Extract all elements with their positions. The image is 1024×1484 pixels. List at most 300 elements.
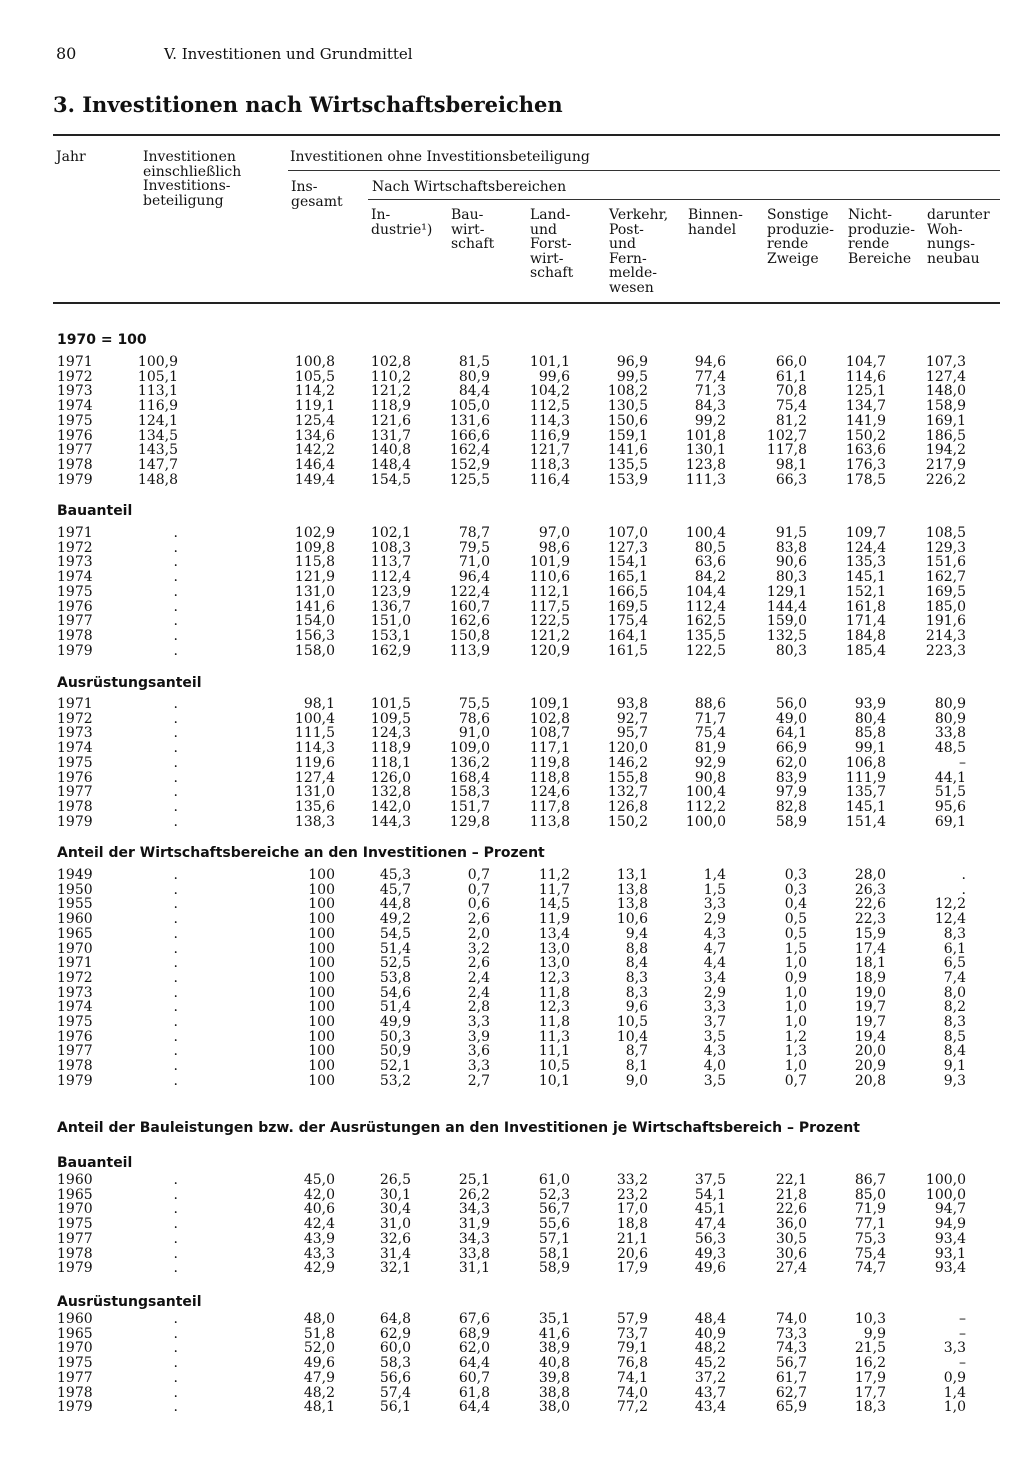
col-nicht: 77,1 — [854, 1216, 886, 1233]
col-binnen: 63,6 — [694, 554, 726, 571]
col-incl: . — [173, 1216, 178, 1233]
col-industrie: 112,4 — [370, 569, 411, 586]
col-sonstige: 0,3 — [784, 867, 807, 883]
col-sonstige: 56,0 — [775, 696, 807, 712]
col-insgesamt: 100 — [308, 896, 335, 913]
col-wohn: 9,3 — [943, 1072, 966, 1089]
col-wohn: – — [959, 1325, 966, 1342]
col-verkehr: 150,6 — [607, 412, 648, 429]
col-wohn: 0,9 — [943, 1369, 966, 1386]
col-wohn: 12,4 — [934, 911, 966, 928]
col-bau: 2,0 — [467, 925, 490, 942]
col-wohn: 107,3 — [925, 354, 966, 370]
col-insgesamt: 42,9 — [303, 1260, 335, 1277]
col-land: 12,3 — [538, 969, 570, 986]
col-incl: . — [173, 1014, 178, 1030]
col-wohn: 226,2 — [925, 471, 966, 488]
col-sonstige: 91,5 — [775, 525, 807, 541]
col-insgesamt: 114,3 — [294, 740, 335, 757]
col-nicht: 20,8 — [854, 1072, 886, 1089]
col-insgesamt: 100 — [308, 867, 335, 883]
col-nicht: 22,6 — [854, 896, 886, 913]
col-binnen: 100,4 — [685, 525, 726, 541]
col-nicht: 163,6 — [845, 442, 886, 459]
col-insgesamt: 100 — [308, 1014, 335, 1030]
col-insgesamt: 142,2 — [294, 442, 335, 459]
col-bau: 31,1 — [458, 1260, 490, 1277]
col-industrie: 50,9 — [379, 1043, 411, 1060]
col-wohn: 108,5 — [925, 525, 966, 541]
year-cell: 1965 — [57, 925, 93, 942]
col-insgesamt: 42,4 — [303, 1216, 335, 1233]
col-bau: 34,3 — [458, 1201, 490, 1218]
col-incl: . — [173, 569, 178, 586]
col-bau: 33,8 — [458, 1245, 490, 1262]
col-incl: . — [173, 583, 178, 600]
col-industrie: 142,0 — [370, 798, 411, 815]
header-rule-1 — [288, 170, 1000, 171]
col-binnen: 3,5 — [703, 1028, 726, 1045]
col-nicht: 17,4 — [854, 940, 886, 957]
col-nicht: 75,3 — [854, 1230, 886, 1247]
col-insgesamt: 102,9 — [294, 525, 335, 541]
col-incl: . — [173, 1230, 178, 1247]
col-incl: . — [173, 1245, 178, 1262]
year-cell: 1977 — [57, 442, 93, 459]
col-verkehr: 96,9 — [616, 354, 648, 370]
section-heading: Ausrüstungsanteil — [57, 675, 202, 691]
col-bau: 34,3 — [458, 1230, 490, 1247]
year-cell: 1975 — [57, 1355, 93, 1372]
col-insgesamt: 115,8 — [294, 554, 335, 571]
col-industrie: 121,6 — [370, 412, 411, 429]
table-row — [0, 868, 1024, 883]
col-industrie: 110,2 — [370, 368, 411, 385]
year-cell: 1978 — [57, 1384, 93, 1401]
col-bau: 2,4 — [467, 969, 490, 986]
col-wohn: 214,3 — [925, 627, 966, 644]
col-nicht: 10,3 — [854, 1311, 886, 1327]
table-row — [0, 756, 1024, 771]
col-land: 35,1 — [538, 1311, 570, 1327]
col-land: 58,1 — [538, 1245, 570, 1262]
col-binnen: 135,5 — [685, 627, 726, 644]
col-wohn: 217,9 — [925, 456, 966, 473]
col-sonstige: 1,0 — [784, 984, 807, 1001]
col-verkehr: 130,5 — [607, 398, 648, 415]
col-binnen: 1,4 — [703, 867, 726, 883]
col-sonstige: 0,5 — [784, 911, 807, 928]
col-incl: . — [173, 940, 178, 957]
col-verkehr: 17,0 — [616, 1201, 648, 1218]
col-land: 117,1 — [529, 740, 570, 757]
col-wohn: 169,5 — [925, 583, 966, 600]
col-bau: 67,6 — [458, 1311, 490, 1327]
col-verkehr: 169,5 — [607, 598, 648, 615]
col-nicht: 151,4 — [845, 813, 886, 830]
col-binnen: 4,3 — [703, 1043, 726, 1060]
col-binnen: 112,2 — [685, 798, 726, 815]
col-wohn: 33,8 — [934, 725, 966, 742]
col-nicht: 135,3 — [845, 554, 886, 571]
col-land: 13,0 — [538, 955, 570, 972]
year-cell: 1974 — [57, 999, 93, 1016]
col-header-bau: Bau- wirt- schaft — [451, 207, 495, 253]
col-bau: 105,0 — [449, 398, 490, 415]
col-sonstige: 61,7 — [775, 1369, 807, 1386]
col-sonstige: 102,7 — [766, 427, 807, 444]
col-insgesamt: 131,0 — [294, 784, 335, 801]
col-nicht: 18,3 — [854, 1399, 886, 1416]
col-industrie: 121,2 — [370, 383, 411, 400]
col-incl: . — [173, 710, 178, 727]
col-insgesamt: 100 — [308, 940, 335, 957]
col-wohn: 186,5 — [925, 427, 966, 444]
col-land: 112,5 — [529, 398, 570, 415]
col-sonstige: 64,1 — [775, 725, 807, 742]
col-sonstige: 22,6 — [775, 1201, 807, 1218]
col-binnen: 122,5 — [685, 642, 726, 659]
col-binnen: 37,5 — [694, 1172, 726, 1188]
col-bau: 162,4 — [449, 442, 490, 459]
col-incl: . — [173, 911, 178, 928]
col-incl: . — [173, 881, 178, 898]
col-wohn: 129,3 — [925, 539, 966, 556]
col-header-nach: Nach Wirtschaftsbereichen — [372, 179, 567, 195]
col-industrie: 144,3 — [370, 813, 411, 830]
section-heading: Anteil der Wirtschaftsbereiche an den Investitionen – Prozent — [57, 845, 545, 861]
col-verkehr: 150,2 — [607, 813, 648, 830]
year-cell: 1973 — [57, 554, 93, 571]
col-land: 58,9 — [538, 1260, 570, 1277]
running-header — [56, 44, 413, 63]
col-binnen: 3,4 — [703, 969, 726, 986]
col-header-insgesamt: Ins- gesamt — [291, 179, 343, 210]
table-row — [0, 1173, 1024, 1188]
col-insgesamt: 119,1 — [294, 398, 335, 415]
col-header-verkehr: Verkehr, Post- und Fern- melde- wesen — [609, 207, 669, 296]
table-row — [0, 570, 1024, 585]
col-insgesamt: 146,4 — [294, 456, 335, 473]
col-sonstige: 36,0 — [775, 1216, 807, 1233]
col-verkehr: 120,0 — [607, 740, 648, 757]
col-nicht: 125,1 — [845, 383, 886, 400]
col-wohn: 223,3 — [925, 642, 966, 659]
col-binnen: 43,4 — [694, 1399, 726, 1416]
col-nicht: 135,7 — [845, 784, 886, 801]
year-cell: 1979 — [57, 813, 93, 830]
col-incl: . — [173, 798, 178, 815]
col-incl: 100,9 — [137, 354, 178, 370]
year-cell: 1972 — [57, 969, 93, 986]
col-industrie: 118,9 — [370, 398, 411, 415]
col-nicht: 80,4 — [854, 710, 886, 727]
col-verkehr: 92,7 — [616, 710, 648, 727]
col-land: 11,8 — [538, 1014, 570, 1030]
col-industrie: 64,8 — [379, 1311, 411, 1327]
col-verkehr: 74,0 — [616, 1384, 648, 1401]
col-sonstige: 1,0 — [784, 955, 807, 972]
col-land: 41,6 — [538, 1325, 570, 1342]
col-insgesamt: 43,3 — [303, 1245, 335, 1262]
col-wohn: 100,0 — [925, 1186, 966, 1203]
col-land: 57,1 — [538, 1230, 570, 1247]
col-binnen: 88,6 — [694, 696, 726, 712]
table-row — [0, 614, 1024, 629]
year-cell: 1960 — [57, 911, 93, 928]
col-incl: . — [173, 627, 178, 644]
col-binnen: 162,5 — [685, 613, 726, 630]
year-cell: 1974 — [57, 398, 93, 415]
col-sonstige: 1,0 — [784, 999, 807, 1016]
col-binnen: 101,8 — [685, 427, 726, 444]
col-land: 11,9 — [538, 911, 570, 928]
col-insgesamt: 125,4 — [294, 412, 335, 429]
col-binnen: 47,4 — [694, 1216, 726, 1233]
col-verkehr: 73,7 — [616, 1325, 648, 1342]
col-land: 11,1 — [538, 1043, 570, 1060]
col-sonstige: 66,9 — [775, 740, 807, 757]
col-verkehr: 74,1 — [616, 1369, 648, 1386]
col-binnen: 71,7 — [694, 710, 726, 727]
col-incl: . — [173, 1028, 178, 1045]
col-insgesamt: 51,8 — [303, 1325, 335, 1342]
col-verkehr: 154,1 — [607, 554, 648, 571]
col-land: 11,8 — [538, 984, 570, 1001]
col-nicht: 18,1 — [854, 955, 886, 972]
col-wohn: 93,4 — [934, 1230, 966, 1247]
col-wohn: 8,3 — [943, 925, 966, 942]
col-incl: . — [173, 955, 178, 972]
col-nicht: 104,7 — [845, 354, 886, 370]
col-insgesamt: 100 — [308, 999, 335, 1016]
table-row — [0, 785, 1024, 800]
col-industrie: 30,4 — [379, 1201, 411, 1218]
col-bau: 26,2 — [458, 1186, 490, 1203]
col-industrie: 53,2 — [379, 1072, 411, 1089]
col-incl: . — [173, 754, 178, 771]
col-sonstige: 159,0 — [766, 613, 807, 630]
col-binnen: 49,3 — [694, 1245, 726, 1262]
col-bau: 122,4 — [449, 583, 490, 600]
col-incl: . — [173, 1369, 178, 1386]
col-incl: . — [173, 1072, 178, 1089]
col-nicht: 109,7 — [845, 525, 886, 541]
table-row — [0, 1312, 1024, 1327]
year-cell: 1977 — [57, 1230, 93, 1247]
col-bau: 162,6 — [449, 613, 490, 630]
col-incl: . — [173, 1355, 178, 1372]
col-incl: . — [173, 867, 178, 883]
col-bau: 64,4 — [458, 1399, 490, 1416]
col-wohn: . — [961, 881, 966, 898]
col-sonstige: 75,4 — [775, 398, 807, 415]
table-row — [0, 1261, 1024, 1276]
col-wohn: 151,6 — [925, 554, 966, 571]
col-insgesamt: 134,6 — [294, 427, 335, 444]
col-land: 120,9 — [529, 642, 570, 659]
col-verkehr: 95,7 — [616, 725, 648, 742]
year-cell: 1977 — [57, 1043, 93, 1060]
year-cell: 1960 — [57, 1172, 93, 1188]
col-industrie: 136,7 — [370, 598, 411, 615]
col-land: 118,3 — [529, 456, 570, 473]
col-binnen: 77,4 — [694, 368, 726, 385]
col-land: 10,5 — [538, 1058, 570, 1075]
col-insgesamt: 135,6 — [294, 798, 335, 815]
col-wohn: 1,0 — [943, 1399, 966, 1416]
col-sonstige: 22,1 — [775, 1172, 807, 1188]
col-wohn: 9,1 — [943, 1058, 966, 1075]
col-land: 56,7 — [538, 1201, 570, 1218]
col-bau: 0,7 — [467, 881, 490, 898]
col-incl: . — [173, 696, 178, 712]
header-rule-2 — [368, 199, 1000, 200]
running-title: V. Investitionen und Grundmittel — [164, 45, 413, 63]
col-insgesamt: 52,0 — [303, 1340, 335, 1357]
col-sonstige: 0,4 — [784, 896, 807, 913]
col-nicht: 176,3 — [845, 456, 886, 473]
col-binnen: 90,8 — [694, 769, 726, 786]
col-verkehr: 10,4 — [616, 1028, 648, 1045]
col-bau: 60,7 — [458, 1369, 490, 1386]
col-bau: 158,3 — [449, 784, 490, 801]
col-incl: . — [173, 598, 178, 615]
col-header-binnen: Binnen- handel — [688, 207, 743, 238]
col-binnen: 84,2 — [694, 569, 726, 586]
col-industrie: 54,5 — [379, 925, 411, 942]
year-cell: 1971 — [57, 955, 93, 972]
col-industrie: 44,8 — [379, 896, 411, 913]
year-cell: 1971 — [57, 696, 93, 712]
col-sonstige: 1,5 — [784, 940, 807, 957]
col-binnen: 3,5 — [703, 1072, 726, 1089]
col-land: 13,4 — [538, 925, 570, 942]
year-cell: 1978 — [57, 1245, 93, 1262]
section-heading: Bauanteil — [57, 1155, 133, 1171]
col-sonstige: 1,0 — [784, 1058, 807, 1075]
col-wohn: 93,4 — [934, 1260, 966, 1277]
col-incl: . — [173, 1058, 178, 1075]
col-sonstige: 61,1 — [775, 368, 807, 385]
col-wohn: – — [959, 754, 966, 771]
year-cell: 1979 — [57, 1072, 93, 1089]
year-cell: 1965 — [57, 1186, 93, 1203]
col-binnen: 100,4 — [685, 784, 726, 801]
year-cell: 1975 — [57, 1014, 93, 1030]
col-industrie: 102,8 — [370, 354, 411, 370]
col-sonstige: 56,7 — [775, 1355, 807, 1372]
col-header-land: Land- und Forst- wirt- schaft — [530, 207, 574, 282]
col-sonstige: 74,0 — [775, 1311, 807, 1327]
col-land: 116,9 — [529, 427, 570, 444]
col-binnen: 37,2 — [694, 1369, 726, 1386]
col-sonstige: 30,6 — [775, 1245, 807, 1262]
col-verkehr: 141,6 — [607, 442, 648, 459]
col-industrie: 109,5 — [370, 710, 411, 727]
col-header-incl: Investitionen einschließlich Investitions- beteiligung — [143, 149, 242, 209]
table-row — [0, 1400, 1024, 1415]
col-land: 10,1 — [538, 1072, 570, 1089]
col-verkehr: 33,2 — [616, 1172, 648, 1188]
col-binnen: 130,1 — [685, 442, 726, 459]
col-bau: 150,8 — [449, 627, 490, 644]
col-insgesamt: 105,5 — [294, 368, 335, 385]
col-wohn: 8,3 — [943, 1014, 966, 1030]
col-nicht: 114,6 — [845, 368, 886, 385]
col-binnen: 99,2 — [694, 412, 726, 429]
col-bau: 62,0 — [458, 1340, 490, 1357]
year-cell: 1971 — [57, 354, 93, 370]
col-binnen: 45,1 — [694, 1201, 726, 1218]
col-verkehr: 126,8 — [607, 798, 648, 815]
col-bau: 79,5 — [458, 539, 490, 556]
col-wohn: 127,4 — [925, 368, 966, 385]
col-sonstige: 81,2 — [775, 412, 807, 429]
col-sonstige: 0,3 — [784, 881, 807, 898]
col-bau: 3,6 — [467, 1043, 490, 1060]
col-verkehr: 8,3 — [625, 969, 648, 986]
col-wohn: 95,6 — [934, 798, 966, 815]
year-cell: 1955 — [57, 896, 93, 913]
col-verkehr: 8,7 — [625, 1043, 648, 1060]
table-row — [0, 1074, 1024, 1089]
col-industrie: 49,2 — [379, 911, 411, 928]
year-cell: 1977 — [57, 784, 93, 801]
col-land: 116,4 — [529, 471, 570, 488]
col-industrie: 52,1 — [379, 1058, 411, 1075]
col-sonstige: 0,5 — [784, 925, 807, 942]
col-land: 117,5 — [529, 598, 570, 615]
col-nicht: 19,7 — [854, 1014, 886, 1030]
table-top-rule — [53, 134, 1000, 136]
year-cell: 1979 — [57, 1399, 93, 1416]
col-bau: 3,2 — [467, 940, 490, 957]
col-wohn: 51,5 — [934, 784, 966, 801]
table-row — [0, 800, 1024, 815]
col-wohn: 148,0 — [925, 383, 966, 400]
col-land: 14,5 — [538, 896, 570, 913]
col-bau: 2,4 — [467, 984, 490, 1001]
col-nicht: 106,8 — [845, 754, 886, 771]
col-land: 121,7 — [529, 442, 570, 459]
year-cell: 1974 — [57, 740, 93, 757]
col-binnen: 4,7 — [703, 940, 726, 957]
col-insgesamt: 121,9 — [294, 569, 335, 586]
col-bau: 151,7 — [449, 798, 490, 815]
col-sonstige: 74,3 — [775, 1340, 807, 1357]
year-cell: 1960 — [57, 1311, 93, 1327]
col-verkehr: 20,6 — [616, 1245, 648, 1262]
year-cell: 1977 — [57, 1369, 93, 1386]
col-insgesamt: 127,4 — [294, 769, 335, 786]
table-row — [0, 526, 1024, 541]
col-nicht: 20,9 — [854, 1058, 886, 1075]
col-industrie: 140,8 — [370, 442, 411, 459]
col-land: 102,8 — [529, 710, 570, 727]
col-insgesamt: 158,0 — [294, 642, 335, 659]
col-nicht: 86,7 — [854, 1172, 886, 1188]
col-incl: 143,5 — [137, 442, 178, 459]
col-industrie: 26,5 — [379, 1172, 411, 1188]
col-industrie: 113,7 — [370, 554, 411, 571]
col-binnen: 3,3 — [703, 999, 726, 1016]
col-bau: 78,6 — [458, 710, 490, 727]
col-verkehr: 99,5 — [616, 368, 648, 385]
col-verkehr: 79,1 — [616, 1340, 648, 1357]
col-industrie: 45,3 — [379, 867, 411, 883]
col-industrie: 31,4 — [379, 1245, 411, 1262]
